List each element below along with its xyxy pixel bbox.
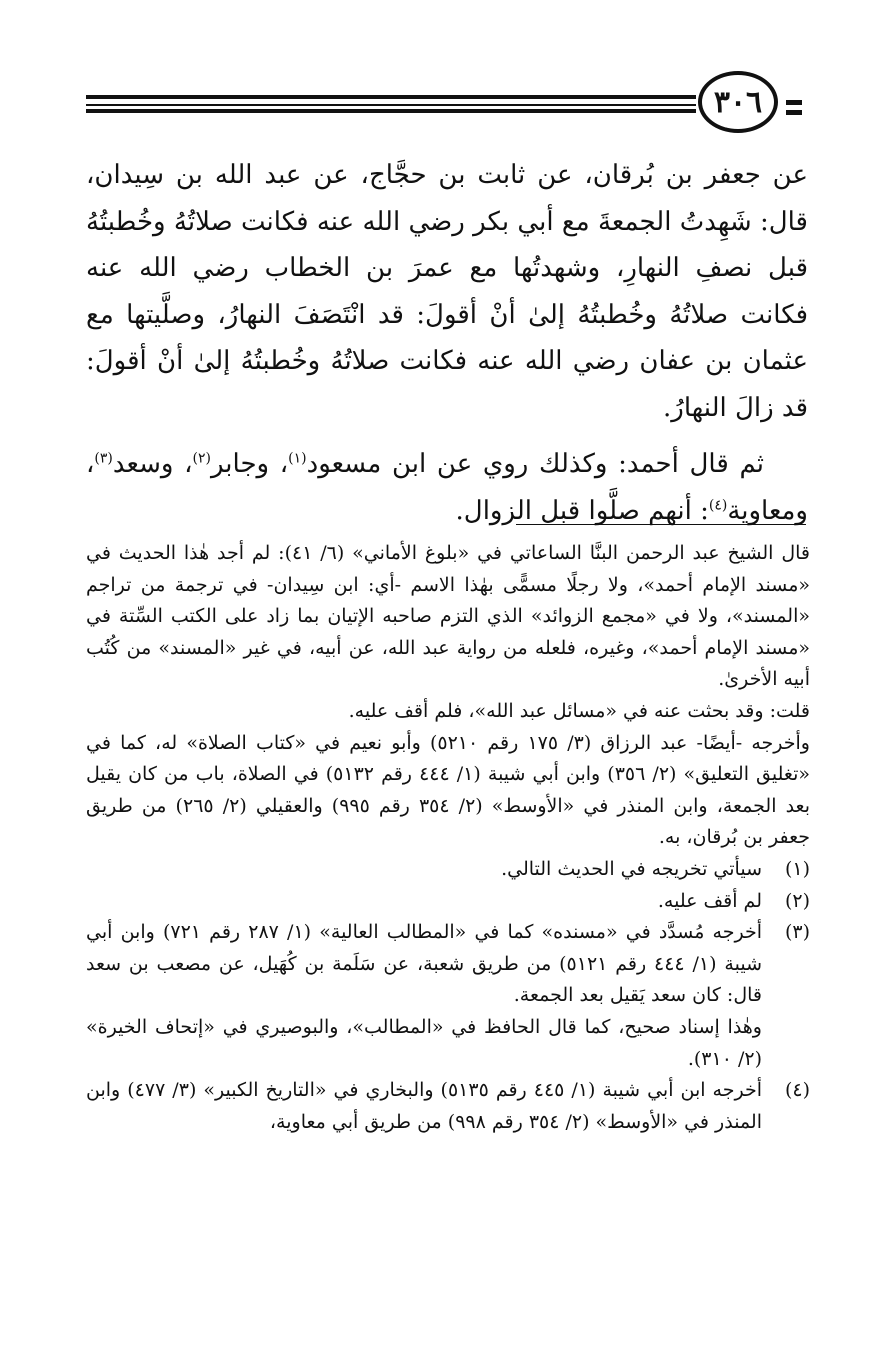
footnote-number: (٢) (784, 889, 810, 912)
footnote-ref: (٣) (94, 450, 113, 467)
header-rule-bottom (86, 109, 696, 113)
footnote-text: أخرجه مُسدَّد في «مسنده» كما في «المطالب العالية» (١/ ٢٨٧ رقم ٧٢١) وابن أبي شيبة (١/ ٤٤٤ رقم ٥١٢١) من طريق شعبة، عن سَلَمة بن كُهَيل، عن مصعب بن سعد قال: كان سعد يَقيل بعد الجمعة. (86, 921, 762, 1007)
main-text (86, 152, 808, 534)
footnote-item (86, 886, 810, 918)
footnote-text: وهٰذا إسناد صحيح، كما قال الحافظ في «المطالب»، والبوصيري في «إتحاف الخيرة» (٢/ ٣١٠). (86, 1015, 762, 1070)
header-rule-middle (86, 104, 696, 106)
page-number: ٣٠٦ (698, 71, 778, 133)
footnote-item (86, 854, 810, 886)
footnote-number: (٤) (784, 1079, 810, 1102)
footnote-ref: (٢) (192, 450, 211, 467)
footnote-ref: (١) (288, 450, 307, 467)
note-paragraph: وأخرجه -أيضًا- عبد الرزاق (٣/ ١٧٥ رقم ٥٢١٠) وأبو نعيم في «كتاب الصلاة» له، كما في «تغليق التعليق» (٢/ ٣٥٦) وابن أبي شيبة (١/ ٤٤٤ رقم ٥١٣٢) في الصلاة، باب من كان يقيل بعد الجمعة، وابن المنذر في «الأوسط» (٢/ ٣٥٤ رقم ٩٩٥) والعقيلي (٢/ ٢٦٥) من طريق جعفر بن بُرقان، به. (86, 731, 811, 849)
footnote-item (86, 1075, 810, 1138)
main-paragraph: ثم قال أحمد: وكذلك روي عن ابن مسعود$^{(١)}$، وجابر$^{(٢)}$، وسعد$^{(٣)}$، ومعاوية$^{(٤)}$: أنهم صلَّوا قبل الزوال. (86, 449, 808, 526)
footnote-text: سيأتي تخريجه في الحديث التالي. (501, 857, 762, 880)
header-rule-top (86, 95, 696, 99)
footnote-text: أخرجه ابن أبي شيبة (١/ ٤٤٥ رقم ٥١٣٥) والبخاري في «التاريخ الكبير» (٣/ ٤٧٧) وابن المنذر في «الأوسط» (٢/ ٣٥٤ رقم ٩٩٨) من طريق أبي معاوية، (86, 1079, 762, 1133)
footnotes (86, 538, 810, 1138)
footnote-item (86, 917, 810, 1075)
note-paragraph: قال الشيخ عبد الرحمن البنَّا الساعاتي في «بلوغ الأماني» (٦/ ٤١): لم أجد هٰذا الحديث في «مسند الإمام أحمد»، ولا رجلًا مسمًّى بهٰذا الاسم -أي: ابن سِيدان- في ترجمة من تراجم «المسند»، ولا في «مجمع الزوائد» الذي التزم صاحبه الإتيان بما زاد على الكتب السِّتة في «مسند الإمام أحمد»، وغيره، فلعله من رواية عبد الله، عن أبيه، في غير «المسند» من كُتُب أبيه الأخرىٰ. (86, 542, 810, 691)
note-paragraph: قلت: وقد بحثت عنه في «مسائل عبد الله»، فلم أقف عليه. (348, 699, 810, 722)
footnote-number: (١) (784, 857, 810, 880)
footnote-number: (٣) (784, 921, 810, 944)
footnote-ref: (٤) (708, 496, 728, 513)
footnote-text: لم أقف عليه. (657, 889, 762, 912)
footnote-separator (516, 524, 806, 525)
page-header (86, 70, 806, 140)
main-paragraph: عن جعفر بن بُرقان، عن ثابت بن حجَّاج، عن عبد الله بن سِيدان، قال: شَهِدتُ الجمعةَ مع أبي بكر رضي الله عنه فكانت صلاتُهُ وخُطبتُهُ قبل نصفِ النهارِ، وشهدتُها مع عمرَ بن الخطاب رضي الله عنه فكانت صلاتُهُ وخُطبتُهُ إلىٰ أنْ أقولَ: قد انْتَصَفَ النهارُ، وصلَّيتها مع عثمان بن عفان رضي الله عنه فكانت صلاتُهُ وخُطبتُهُ إلىٰ أنْ أقولَ: قد زالَ النهارُ. (86, 160, 808, 423)
header-dash (786, 110, 802, 115)
header-dash (786, 100, 802, 105)
